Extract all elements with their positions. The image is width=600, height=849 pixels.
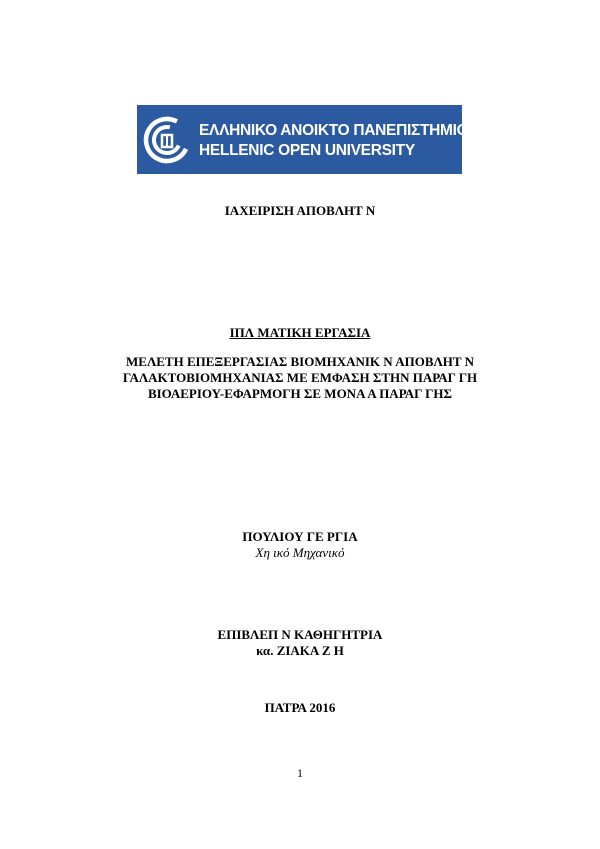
thesis-type: ΙΠΛ ΜΑΤΙΚΗ ΕΡΓΑΣΙΑ bbox=[229, 325, 371, 340]
thesis-title-line-3: ΒΙΟΑΕΡΙΟΥ-ΕΦΑΡΜΟΓΗ ΣΕ ΜΟΝΑ Α ΠΑΡΑΓ ΓΗΣ bbox=[147, 386, 453, 401]
hou-emblem-icon bbox=[141, 111, 199, 169]
thesis-title-line-2: ΓΑΛΑΚΤΟΒΙΟΜΗΧΑΝΙΑΣ ΜΕ ΕΜΦΑΣΗ ΣΤΗΝ ΠΑΡΑΓ ΓΗ bbox=[122, 370, 478, 385]
author-profession: Χη ικό Μηχανικό bbox=[255, 545, 345, 560]
supervisor-name: κα. ΖΙΑΚΑ Ζ Η bbox=[256, 643, 344, 658]
author-name: ΠΟΥΛΙΟΥ ΓΕ ΡΓΙΑ bbox=[242, 529, 358, 544]
logo-text-greek: ΕΛΛΗΝΙΚΟ ΑΝΟΙΚΤΟ ΠΑΝΕΠΙΣΤΗΜΙΟ bbox=[199, 122, 469, 139]
place-date: ΠΑΤΡΑ 2016 bbox=[264, 700, 336, 715]
university-logo bbox=[137, 105, 469, 174]
supervisor-label: ΕΠΙΒΛΕΠ Ν ΚΑΘΗΓΗΤΡΙΑ bbox=[217, 627, 383, 642]
logo-text-english: HELLENIC OPEN UNIVERSITY bbox=[199, 142, 415, 159]
program-name: ΙΑΧΕΙΡΙΣΗ ΑΠΟΒΛΗΤ Ν bbox=[224, 203, 376, 218]
page-number: 1 bbox=[297, 766, 303, 780]
thesis-title-line-1: ΜΕΛΕΤΗ ΕΠΕΞΕΡΓΑΣΙΑΣ ΒΙΟΜΗΧΑΝΙΚ Ν ΑΠΟΒΛΗΤ Ν bbox=[126, 354, 474, 369]
